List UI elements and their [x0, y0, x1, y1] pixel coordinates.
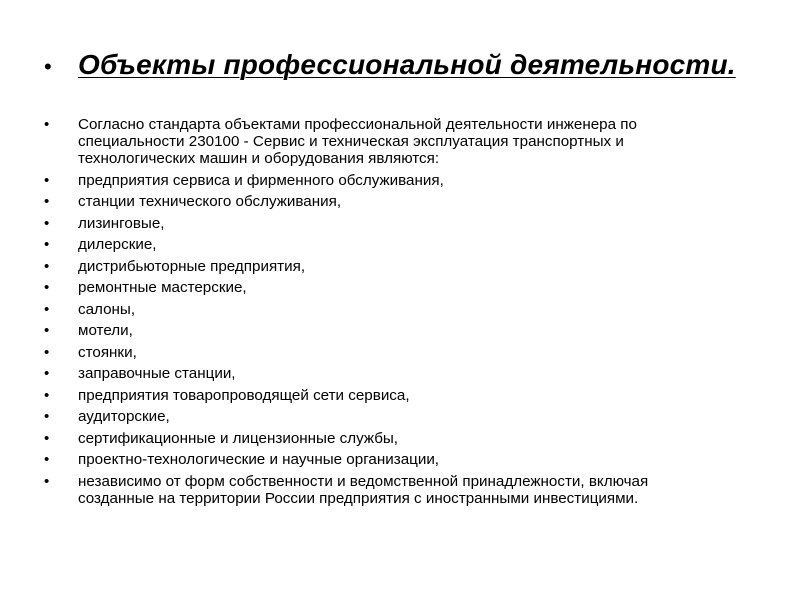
slide-heading: Объекты профессиональной деятельности.	[78, 49, 736, 80]
list-item-text: заправочные станции,	[78, 365, 236, 382]
list-item	[44, 344, 764, 361]
bullet-icon: •	[44, 451, 50, 468]
list-item	[44, 365, 764, 382]
list-item	[44, 430, 764, 447]
bullet-icon: •	[44, 116, 50, 133]
list-item-text: дилерские,	[78, 236, 157, 253]
list-item-text: аудиторские,	[78, 408, 170, 425]
list-item	[44, 193, 764, 210]
list-item-text: предприятия сервиса и фирменного обслуживания,	[78, 171, 444, 189]
list-item	[44, 473, 764, 507]
list-item-text: стоянки,	[78, 343, 137, 361]
bullet-icon: •	[44, 193, 50, 210]
bullet-icon: •	[44, 365, 50, 382]
list-item-intro	[44, 116, 764, 167]
bullet-icon: •	[44, 322, 50, 339]
list-item	[44, 279, 764, 296]
list-item-text: предприятия товаропроводящей сети сервиса,	[78, 386, 410, 404]
list-item	[44, 236, 764, 253]
bullet-icon: •	[44, 408, 50, 425]
bullet-icon: •	[44, 343, 50, 361]
list-item	[44, 451, 764, 468]
bullet-icon: •	[44, 54, 52, 79]
list-item-text: салоны,	[78, 300, 136, 318]
list-item-text: ремонтные мастерские,	[78, 279, 247, 296]
bullet-icon: •	[44, 386, 50, 404]
list-item	[44, 258, 764, 275]
list-item-text: лизинговые,	[78, 214, 165, 232]
list-item-text: проектно-технологические и научные организации,	[78, 451, 440, 468]
bullet-icon: •	[44, 171, 50, 189]
bullet-icon: •	[44, 236, 50, 253]
list-item	[44, 172, 764, 189]
list-item	[44, 387, 764, 404]
heading-row	[44, 50, 764, 82]
bullet-icon: •	[44, 472, 50, 490]
list-item	[44, 215, 764, 232]
list-item-text: мотели,	[78, 322, 133, 339]
list-item-text: Согласно стандарта объектами профессиональной деятельности инженера по специальности 230100 - Сервис и техническая эксплуатация транспортных и технологических машин и оборудования являются:	[78, 116, 637, 167]
list-item-text: станции технического обслуживания,	[78, 193, 342, 210]
bullet-icon: •	[44, 214, 50, 232]
list-item	[44, 301, 764, 318]
bullet-icon: •	[44, 257, 50, 275]
list-item-text: сертификационные и лицензионные службы,	[78, 429, 399, 447]
list-item	[44, 322, 764, 339]
list-item-text: независимо от форм собственности и ведомственной принадлежности, включая созданные на территории России предприятия с иностранными инвестициями.	[78, 472, 649, 507]
list-item-text: дистрибьюторные предприятия,	[78, 257, 306, 275]
bullet-icon: •	[44, 429, 50, 447]
bullet-icon: •	[44, 279, 50, 296]
list-item	[44, 408, 764, 425]
bullet-list	[44, 116, 764, 511]
bullet-icon: •	[44, 300, 50, 318]
